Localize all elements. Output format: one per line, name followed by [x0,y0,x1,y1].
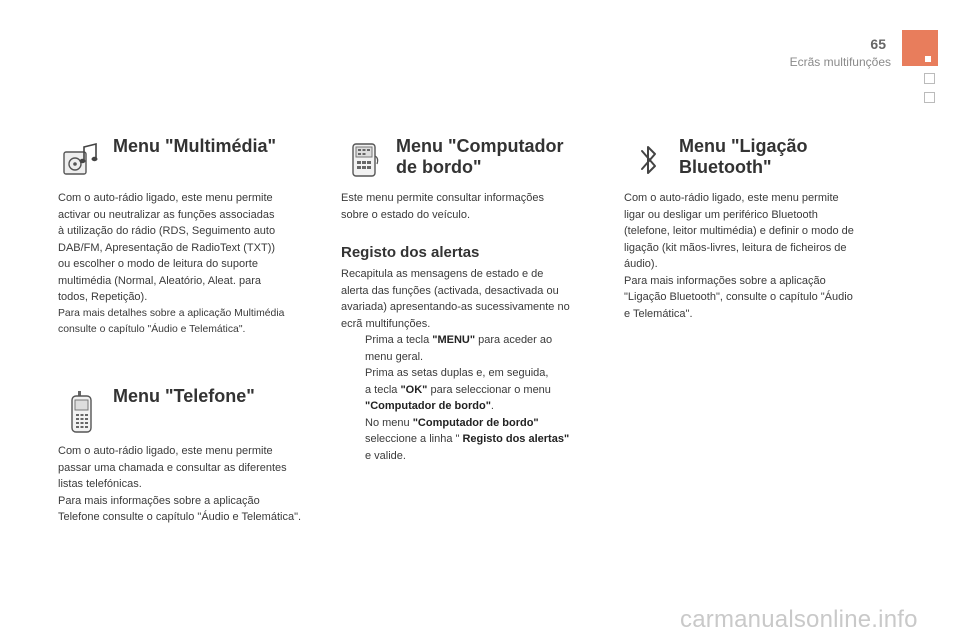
text-line: multimédia (Normal, Aleatório, Aleat. para [58,274,261,287]
text-line: ou escolher o modo de leitura do suporte [58,258,258,270]
bluetooth-title-line: Bluetooth" [679,157,772,177]
multimedia-title: Menu "Multimédia" [113,136,277,156]
text-line: ligar ou desligar um periférico Bluetooth [624,208,818,221]
chapter-tab-dot [925,56,931,62]
bluetooth-text [624,190,894,322]
text-line: "Ligação Bluetooth", consulte o capítulo "Áudio [624,291,853,303]
text-line: à utilização do rádio (RDS, Seguimento auto [58,225,276,237]
text-line: sobre o estado do veículo. [341,208,471,221]
text-line: e Telemática". [624,307,693,320]
bluetooth-title [679,136,808,178]
watermark: carmanualsonline.info [680,606,918,633]
phone-title: Menu "Telefone" [113,386,255,406]
text-line: Com o auto-rádio ligado, este menu permite [58,445,273,457]
chapter-tab [902,30,938,66]
list-item: Prima as setas duplas e, em seguida, a tecla "OK" para seleccionar o menu "Computador de bordo". [365,367,551,412]
text-line: activar ou neutralizar as funções associadas [58,208,275,221]
text-line: Para mais informações sobre a aplicação [624,274,826,287]
text-line: Com o auto-rádio ligado, este menu permite [624,192,839,204]
text-line: Para mais detalhes sobre a aplicação Multimédia [58,307,285,319]
text-line: avariada) apresentando-as sucessivamente no [341,301,570,313]
text-line: áudio). [624,258,658,270]
text-line: passar uma chamada e consultar as diferentes [58,461,287,474]
mobile-phone-icon [68,390,96,434]
computer-title [396,136,564,178]
text-line: todos, Repetição). [58,291,148,303]
text-line: alerta das funções (activada, desactivada ou [341,284,559,297]
text-line: Este menu permite consultar informações [341,192,544,204]
page-number: 65 [870,36,886,52]
computer-title-line: de bordo" [396,157,482,177]
text-line: DAB/FM, Apresentação de RadioText (TXT)) [58,241,276,254]
side-marker-2 [924,92,935,103]
music-notes-icon [62,140,100,178]
text-line: Telefone consulte o capítulo "Áudio e Telemática". [58,511,302,523]
text-line: Recapitula as mensagens de estado e de [341,268,544,280]
phone-text [58,443,330,526]
computer-display-icon [350,142,380,178]
text-line: listas telefónicas. [58,478,142,490]
multimedia-text [58,190,328,339]
bluetooth-title-line: Menu "Ligação [679,136,808,156]
text-line: ligação (kit mãos-livres, leitura de ficheiros de [624,241,847,254]
text-line: ecrã multifunções. [341,317,431,330]
list-item: No menu "Computador de bordo" seleccione a linha " Registo dos alertas" e valide. [365,416,570,462]
text-line: Com o auto-rádio ligado, este menu permite [58,192,273,204]
text-line: consulte o capítulo "Áudio e Telemática". [58,324,246,335]
computer-text [341,190,606,223]
alerts-text [341,266,606,464]
text-line: Para mais informações sobre a aplicação [58,494,260,507]
list-item: Prima a tecla "MENU" para aceder ao menu geral. [365,334,553,363]
bluetooth-icon [638,142,660,178]
computer-title-line: Menu "Computador [396,136,564,156]
side-marker-1 [924,73,935,84]
chapter-title: Ecrãs multifunções [789,55,891,69]
alerts-steps [341,332,606,464]
text-line: (telefone, leitor multimédia) e definir o modo de [624,225,854,237]
alerts-title: Registo dos alertas [341,244,480,261]
